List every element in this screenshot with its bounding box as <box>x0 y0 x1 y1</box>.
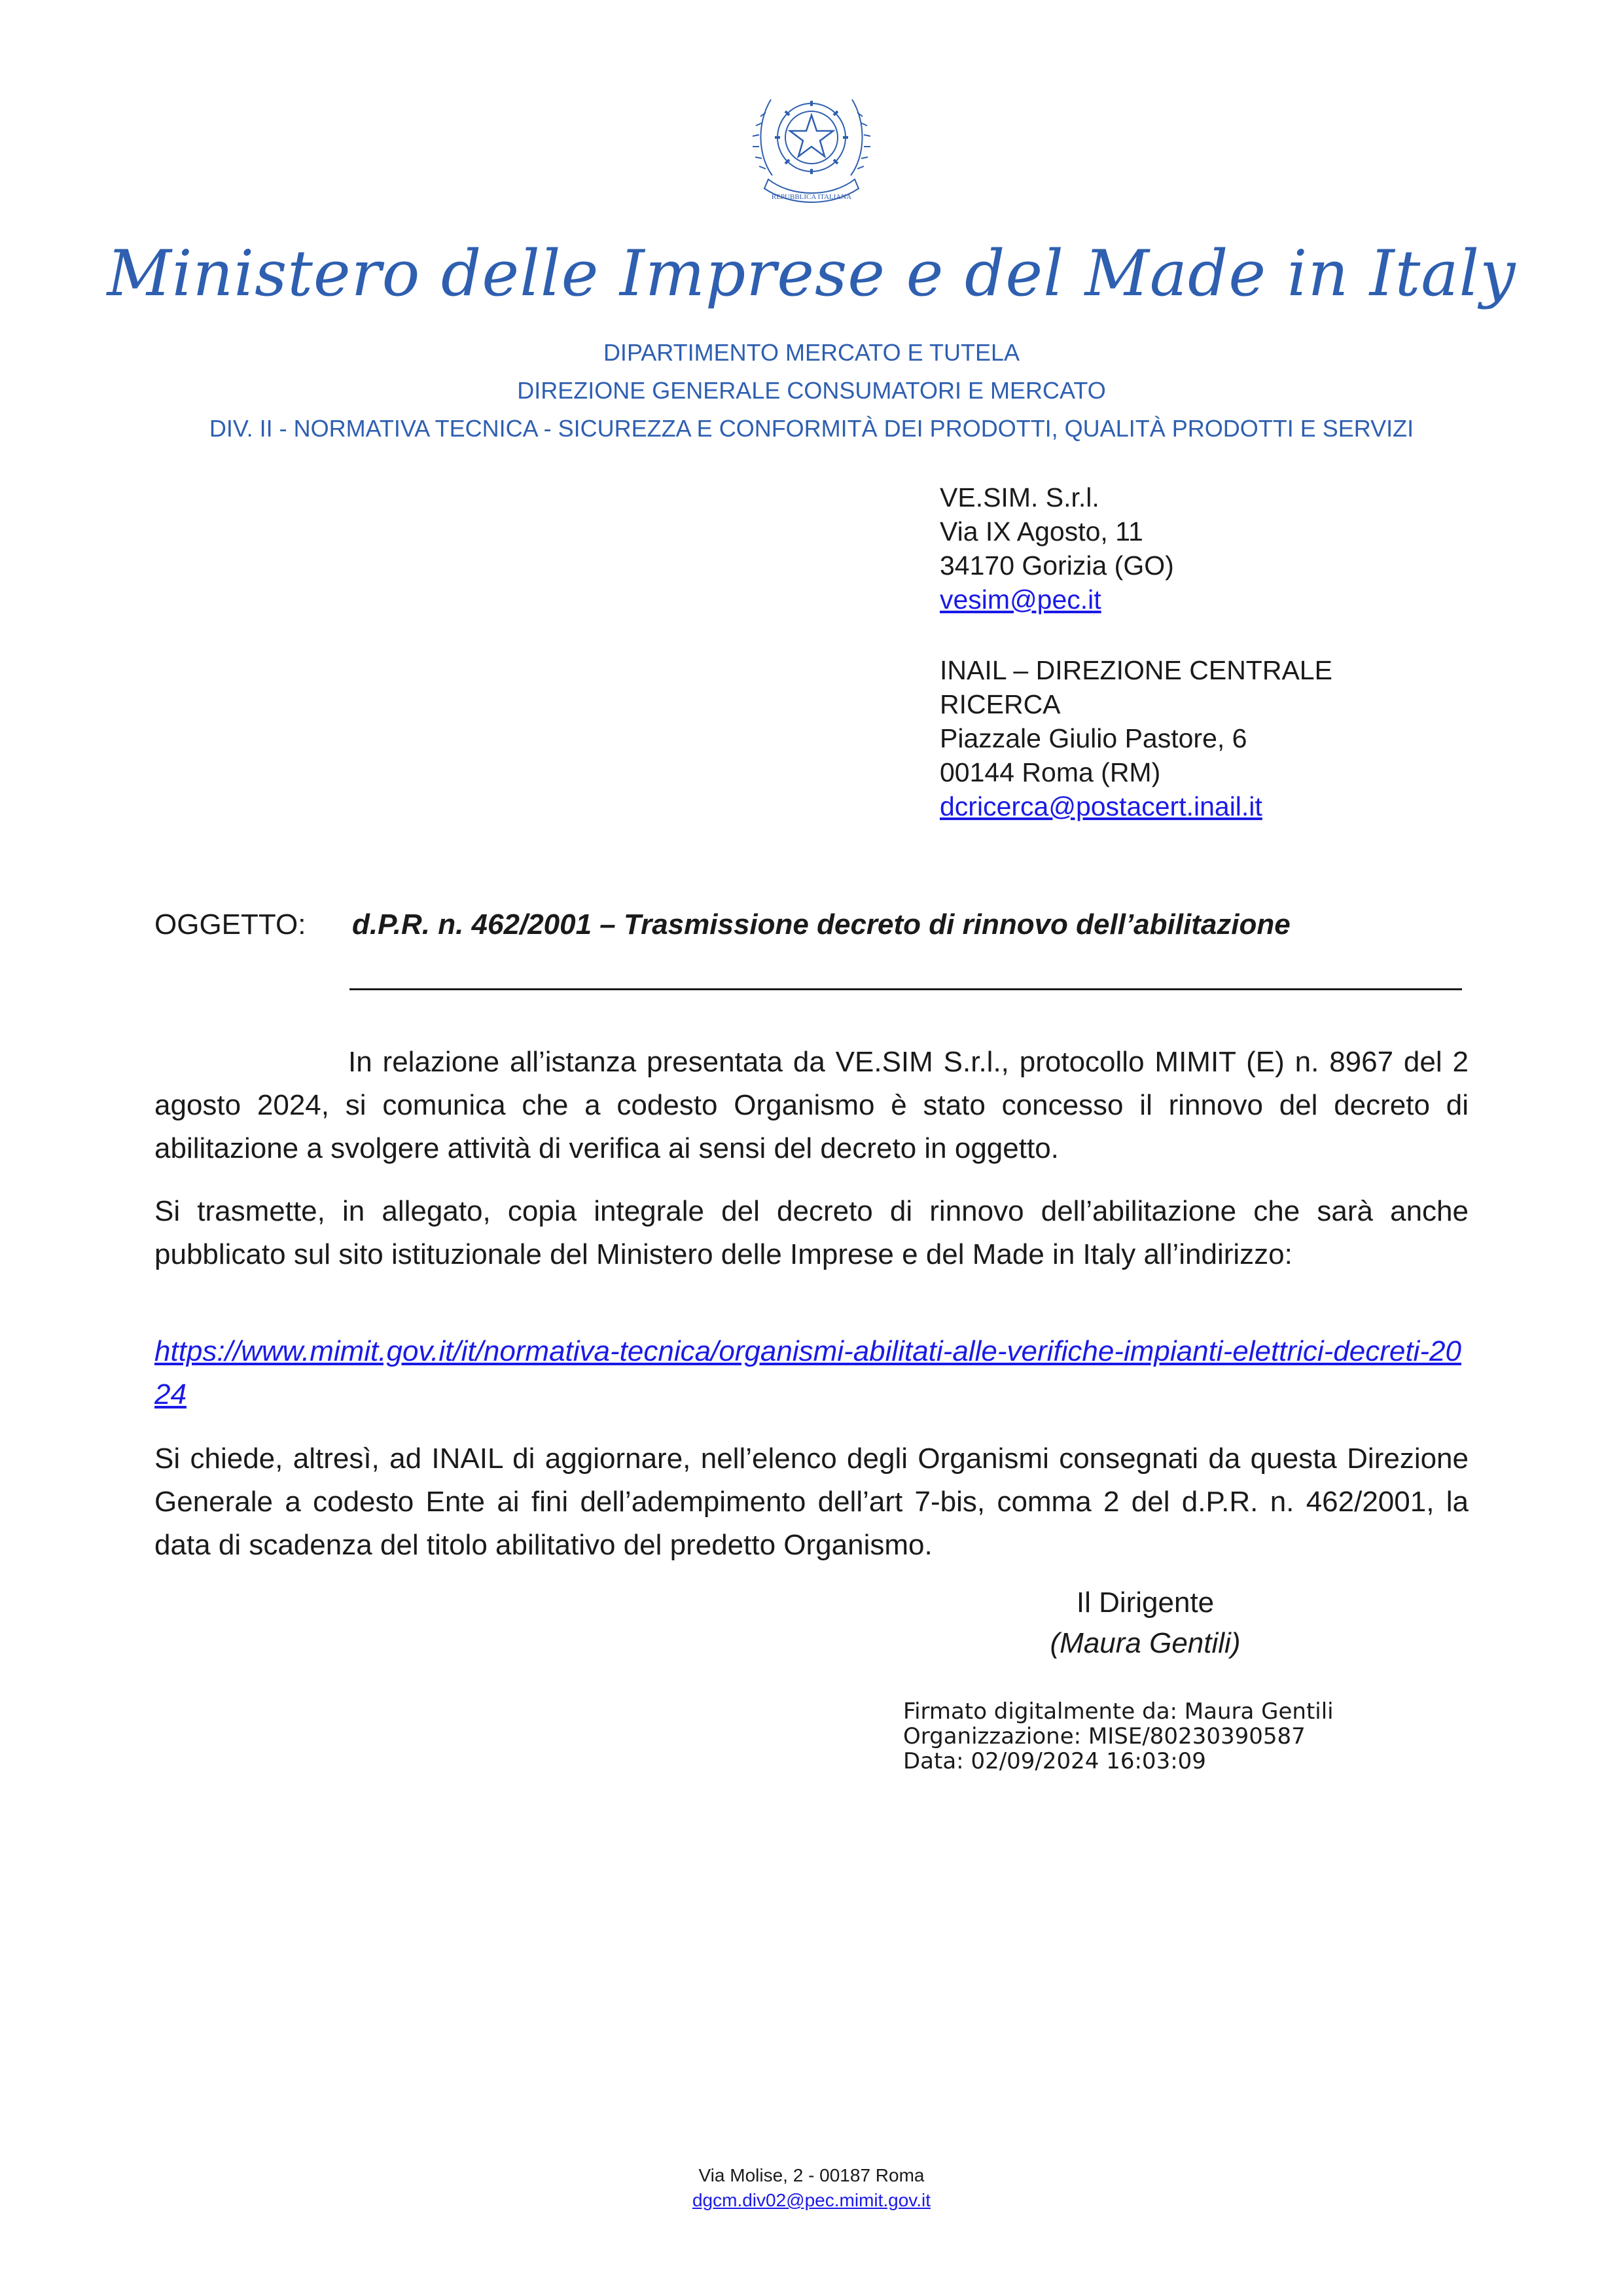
recipient-line: Piazzale Giulio Pastore, 6 <box>940 723 1247 753</box>
digital-signature-line: Data: 02/09/2024 16:03:09 <box>903 1748 1206 1774</box>
decree-url-link[interactable]: https://www.mimit.gov.it/it/normativa-tecnica/organismi-abilitati-alle-verifiche-impianti-elettrici-decreti-2024 <box>154 1335 1461 1410</box>
footer-email-link[interactable]: dgcm.div02@pec.mimit.gov.it <box>692 2190 931 2210</box>
ministry-name: Ministero delle Imprese e del Made in Italy <box>107 237 1516 310</box>
subject-label: OGGETTO: <box>154 908 306 941</box>
recipient-line: 34170 Gorizia (GO) <box>940 550 1174 581</box>
recipient-inail <box>940 653 1332 823</box>
footer-email <box>0 2190 1623 2211</box>
emblem-ribbon-text: REPUBBLICA ITALIANA <box>771 193 852 201</box>
digital-signature-line: Organizzazione: MISE/80230390587 <box>903 1723 1306 1749</box>
body-paragraph-2: Si trasmette, in allegato, copia integrale del decreto di rinnovo dell’abilitazione che sarà anche pubblicato sul sito istituzionale del Ministero delle Imprese e del Made in Italy all’indirizzo: <box>154 1195 1469 1270</box>
department-name: DIPARTIMENTO MERCATO E TUTELA <box>603 339 1020 366</box>
recipient-line: INAIL – DIREZIONE CENTRALE <box>940 655 1332 685</box>
signer-role: Il Dirigente <box>1076 1587 1215 1619</box>
body-paragraph-3: Si chiede, altresì, ad INAIL di aggiornare, nell’elenco degli Organismi consegnati da questa Direzione Generale a codesto Ente ai fini dell’adempimento dell’art 7-bis, comma 2 del d.P.R. n. 462/2001, la data di scadenza del titolo abilitativo del predetto Organismo. <box>154 1443 1469 1561</box>
division-name: DIV. II - NORMATIVA TECNICA - SICUREZZA E CONFORMITÀ DEI PRODOTTI, QUALITÀ PRODOTTI E SERVIZI <box>209 415 1414 442</box>
subject-underline <box>349 988 1462 990</box>
subject-text: d.P.R. n. 462/2001 – Trasmissione decreto di rinnovo dell’abilitazione <box>352 908 1291 941</box>
recipient-email-link[interactable]: vesim@pec.it <box>940 584 1101 615</box>
recipient-line: RICERCA <box>940 689 1061 719</box>
signer-name: (Maura Gentili) <box>1050 1627 1241 1659</box>
digital-signature-block <box>903 1699 1334 1774</box>
body-paragraph-1: In relazione all’istanza presentata da VE.SIM S.r.l., protocollo MIMIT (E) n. 8967 del 2 agosto 2024, si comunica che a codesto Organismo è stato concesso il rinnovo del decreto di abilitazione a svolgere attività di verifica ai sensi del decreto in oggetto. <box>154 1046 1469 1164</box>
recipient-email-link[interactable]: dcricerca@postacert.inail.it <box>940 791 1262 821</box>
directorate-name: DIREZIONE GENERALE CONSUMATORI E MERCATO <box>517 377 1106 404</box>
recipient-line: Via IX Agosto, 11 <box>940 516 1143 547</box>
italian-republic-emblem <box>746 77 877 208</box>
footer-address: Via Molise, 2 - 00187 Roma <box>698 2165 925 2185</box>
digital-signature-line: Firmato digitalmente da: Maura Gentili <box>903 1698 1334 1725</box>
recipient-line: 00144 Roma (RM) <box>940 757 1161 787</box>
recipient-vesim <box>940 480 1174 617</box>
recipient-line: VE.SIM. S.r.l. <box>940 482 1099 512</box>
body-url-paragraph <box>154 1330 1469 1416</box>
